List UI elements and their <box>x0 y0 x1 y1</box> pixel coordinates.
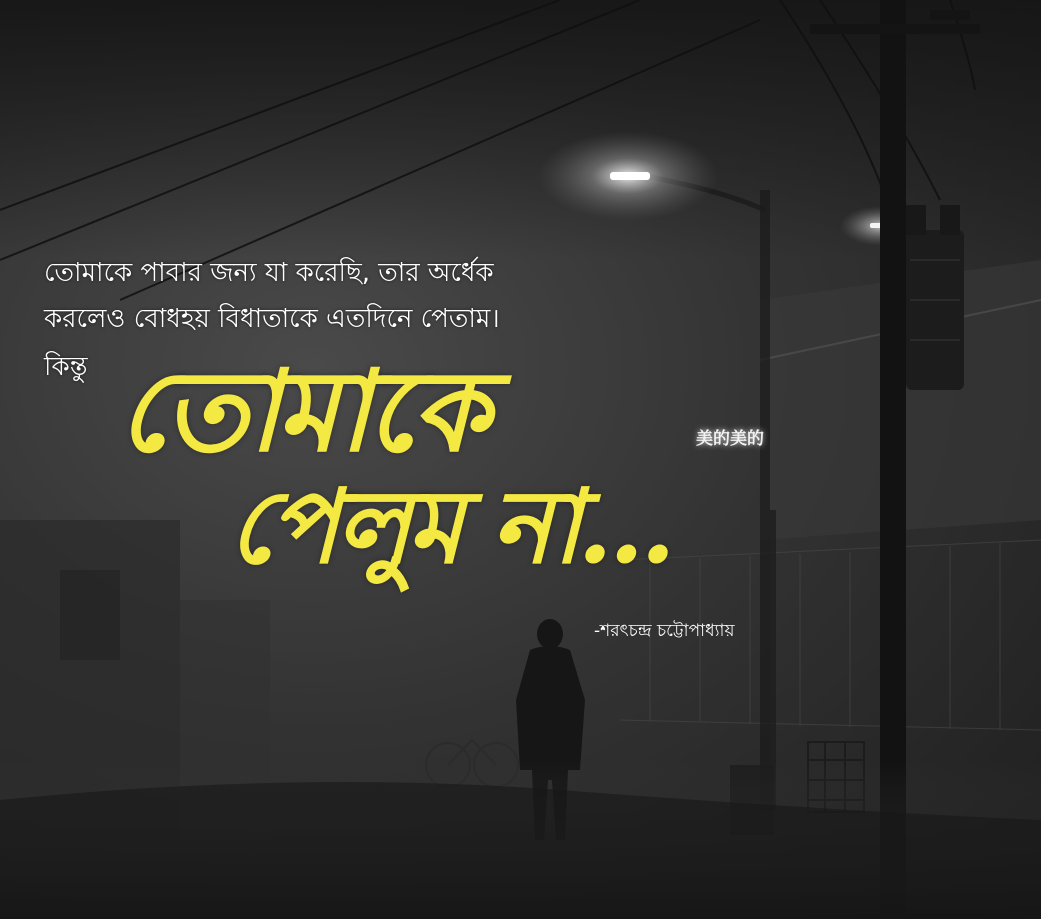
quote-line-2: করলেও বোধহয় বিধাতাকে এতদিনে পেতাম। <box>44 304 500 334</box>
calligraphy-line-1: তোমাকে <box>118 346 486 477</box>
neon-sign-text: 美的美的 <box>696 429 764 449</box>
quote-line-3: কিন্তু <box>44 352 88 382</box>
quote-line-1: তোমাকে পাবার জন্য যা করেছি, তার অর্ধেক <box>44 258 494 288</box>
calligraphy-line-2: পেলুম না... <box>228 467 672 587</box>
author-credit: -শরৎচন্দ্র চট্টোপাধ্যায় <box>594 621 735 641</box>
